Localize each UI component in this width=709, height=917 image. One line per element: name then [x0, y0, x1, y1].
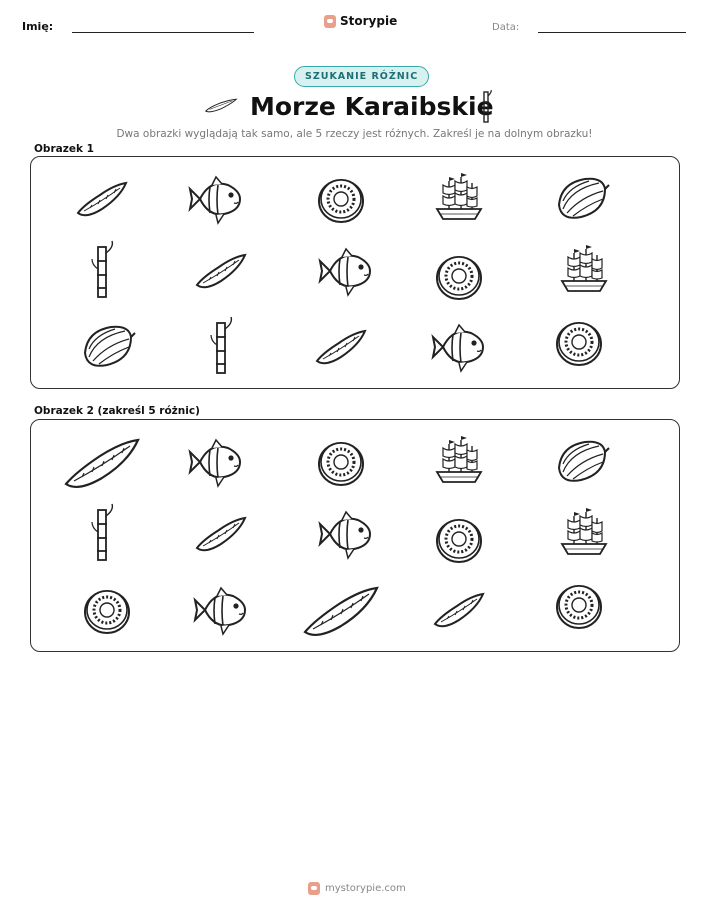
fish-icon[interactable]: [186, 432, 246, 492]
fish-icon: [186, 169, 246, 229]
date-line[interactable]: [538, 32, 686, 33]
fish-icon[interactable]: [316, 504, 376, 564]
ship-icon[interactable]: [554, 504, 614, 564]
name-label: Imię:: [22, 20, 54, 33]
canoe-icon: [72, 169, 132, 229]
canoe-icon[interactable]: [311, 580, 371, 640]
footer: [308, 882, 406, 895]
storypie-logo-icon: [324, 15, 336, 28]
instructions: Dwa obrazki wyglądają tak samo, ale 5 rzeczy jest różnych. Zakreśl je na dolnym obrazku!: [116, 128, 593, 140]
sugarcane-title-icon: [479, 90, 493, 124]
coin-icon[interactable]: [311, 432, 371, 492]
fish-icon[interactable]: [191, 580, 251, 640]
storypie-footer-icon: [308, 882, 320, 895]
brand-name: Storypie: [340, 14, 398, 28]
picture-panel-1: [30, 156, 680, 389]
fish-icon: [429, 317, 489, 377]
panel1-label: Obrazek 1: [34, 143, 94, 155]
cocoa-pod-icon: [77, 317, 137, 377]
canoe-title-icon: [204, 96, 238, 116]
cocoa-pod-icon[interactable]: [551, 432, 611, 492]
ship-icon[interactable]: [429, 432, 489, 492]
canoe-icon[interactable]: [191, 504, 251, 564]
picture-panel-2[interactable]: [30, 419, 680, 652]
coin-icon[interactable]: [77, 580, 137, 640]
activity-badge: SZUKANIE RÓŻNIC: [294, 66, 429, 87]
cocoa-pod-icon: [551, 169, 611, 229]
coin-icon[interactable]: [429, 509, 489, 569]
canoe-icon[interactable]: [429, 580, 489, 640]
ship-icon: [554, 241, 614, 301]
ship-icon: [429, 169, 489, 229]
page-title: Morze Karaibskie: [250, 92, 494, 121]
canoe-icon[interactable]: [72, 432, 132, 492]
coin-icon: [429, 246, 489, 306]
canoe-icon: [191, 241, 251, 301]
name-line[interactable]: [72, 32, 254, 33]
brand-logo: [324, 14, 397, 28]
footer-site[interactable]: mystorypie.com: [325, 883, 406, 894]
sugarcane-icon: [72, 241, 132, 301]
date-label: Data:: [492, 22, 520, 33]
sugarcane-icon: [191, 317, 251, 377]
fish-icon: [316, 241, 376, 301]
canoe-icon: [311, 317, 371, 377]
coin-icon[interactable]: [549, 575, 609, 635]
sugarcane-icon[interactable]: [72, 504, 132, 564]
coin-icon: [311, 169, 371, 229]
panel2-label: Obrazek 2 (zakreśl 5 różnic): [34, 405, 200, 417]
coin-icon: [549, 312, 609, 372]
